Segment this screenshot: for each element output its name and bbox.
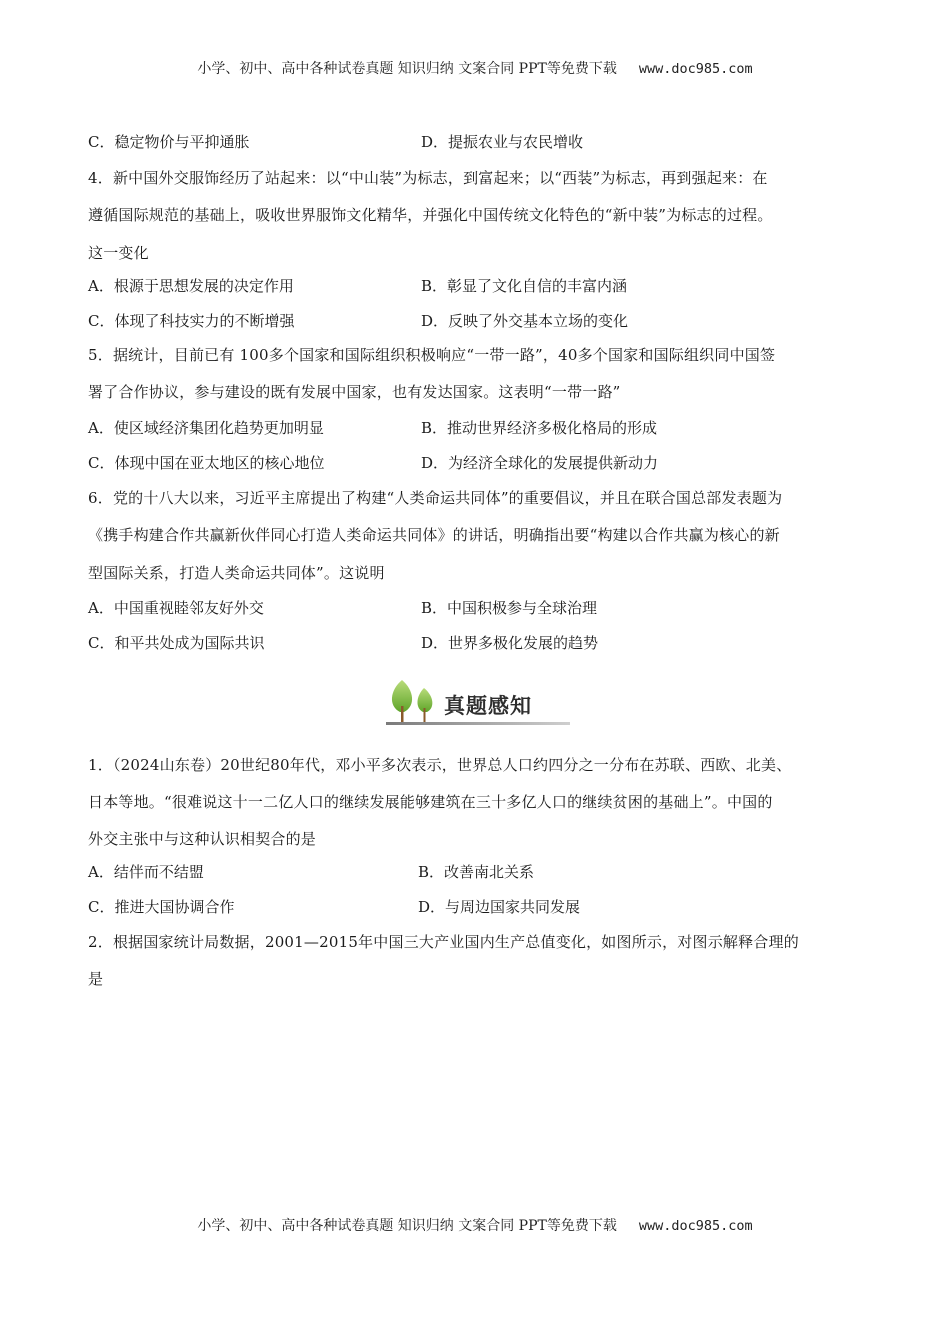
footer-text: 小学、初中、高中各种试卷真题 知识归纳 文案合同 PPT等免费下载 [197,1218,617,1234]
q6-stem-line-1: 6．党的十八大以来，习近平主席提出了构建“人类命运共同体”的重要倡议，并且在联合国总部发表题为 [88,489,783,507]
header-site-link[interactable]: www.doc985.com [638,61,753,77]
q4-option-a: A．根源于思想发展的决定作用 [88,277,294,295]
r1-option-b: B．改善南北关系 [418,863,535,881]
page-header [0,58,950,78]
q4-option-d: D．反映了外交基本立场的变化 [421,312,629,330]
q5-option-c: C．体现中国在亚太地区的核心地位 [88,454,325,472]
header-text: 小学、初中、高中各种试卷真题 知识归纳 文案合同 PPT等免费下载 [197,61,617,77]
r2-stem-line-1: 2．根据国家统计局数据，2001—2015年中国三大产业国内生产总值变化，如图所示，对图示解释合理的 [88,933,799,951]
q6-option-b: B．中国积极参与全球治理 [421,599,598,617]
section-banner [380,676,570,728]
r1-option-d: D．与周边国家共同发展 [418,898,581,916]
r2-stem-line-2: 是 [88,970,104,988]
q5-stem-line-2: 署了合作协议，参与建设的既有发展中国家，也有发达国家。这表明“一带一路” [88,383,621,401]
q6-stem-line-3: 型国际关系，打造人类命运共同体”。这说明 [88,564,385,582]
q6-option-c: C．和平共处成为国际共识 [88,634,265,652]
r1-stem-line-3: 外交主张中与这种认识相契合的是 [88,830,317,848]
q5-option-b: B．推动世界经济多极化格局的形成 [421,419,658,437]
r1-option-c: C．推进大国协调合作 [88,898,235,916]
q5-option-d: D．为经济全球化的发展提供新动力 [421,454,659,472]
q5-stem-line-1: 5．据统计，目前已有 100多个国家和国际组织积极响应“一带一路”，40多个国家和国际组织同中国签 [88,346,776,364]
q4-option-b: B．彰显了文化自信的丰富内涵 [421,277,628,295]
q6-option-a: A．中国重视睦邻友好外交 [88,599,264,617]
q4-option-c: C．体现了科技实力的不断增强 [88,312,295,330]
r1-option-a: A．结伴而不结盟 [88,863,204,881]
q5-option-a: A．使区域经济集团化趋势更加明显 [88,419,324,437]
q6-stem-line-2: 《携手构建合作共赢新伙伴同心打造人类命运共同体》的讲话，明确指出要“构建以合作共赢为核心的新 [88,526,780,544]
section-title: 真题感知 [444,694,532,718]
q4-stem-line-2: 遵循国际规范的基础上，吸收世界服饰文化精华，并强化中国传统文化特色的“新中装”为标志的过程。 [88,206,773,224]
q6-option-d: D．世界多极化发展的趋势 [421,634,599,652]
page-footer [0,1215,950,1235]
r1-stem-line-1: 1．（2024山东卷）20世纪80年代，邓小平多次表示，世界总人口约四分之一分布在苏联、西欧、北美、 [88,756,792,774]
prev-option-c: C．稳定物价与平抑通胀 [88,133,250,151]
prev-option-d: D．提振农业与农民增收 [421,133,584,151]
r1-stem-line-2: 日本等地。“很难说这十一二亿人口的继续发展能够建筑在三十多亿人口的继续贫困的基础上”。中国的 [88,793,773,811]
q4-stem-line-1: 4．新中国外交服饰经历了站起来：以“中山装”为标志，到富起来；以“西装”为标志，再到强起来：在 [88,169,768,187]
footer-site-link[interactable]: www.doc985.com [638,1218,753,1234]
q4-stem-line-3: 这一变化 [88,244,149,262]
